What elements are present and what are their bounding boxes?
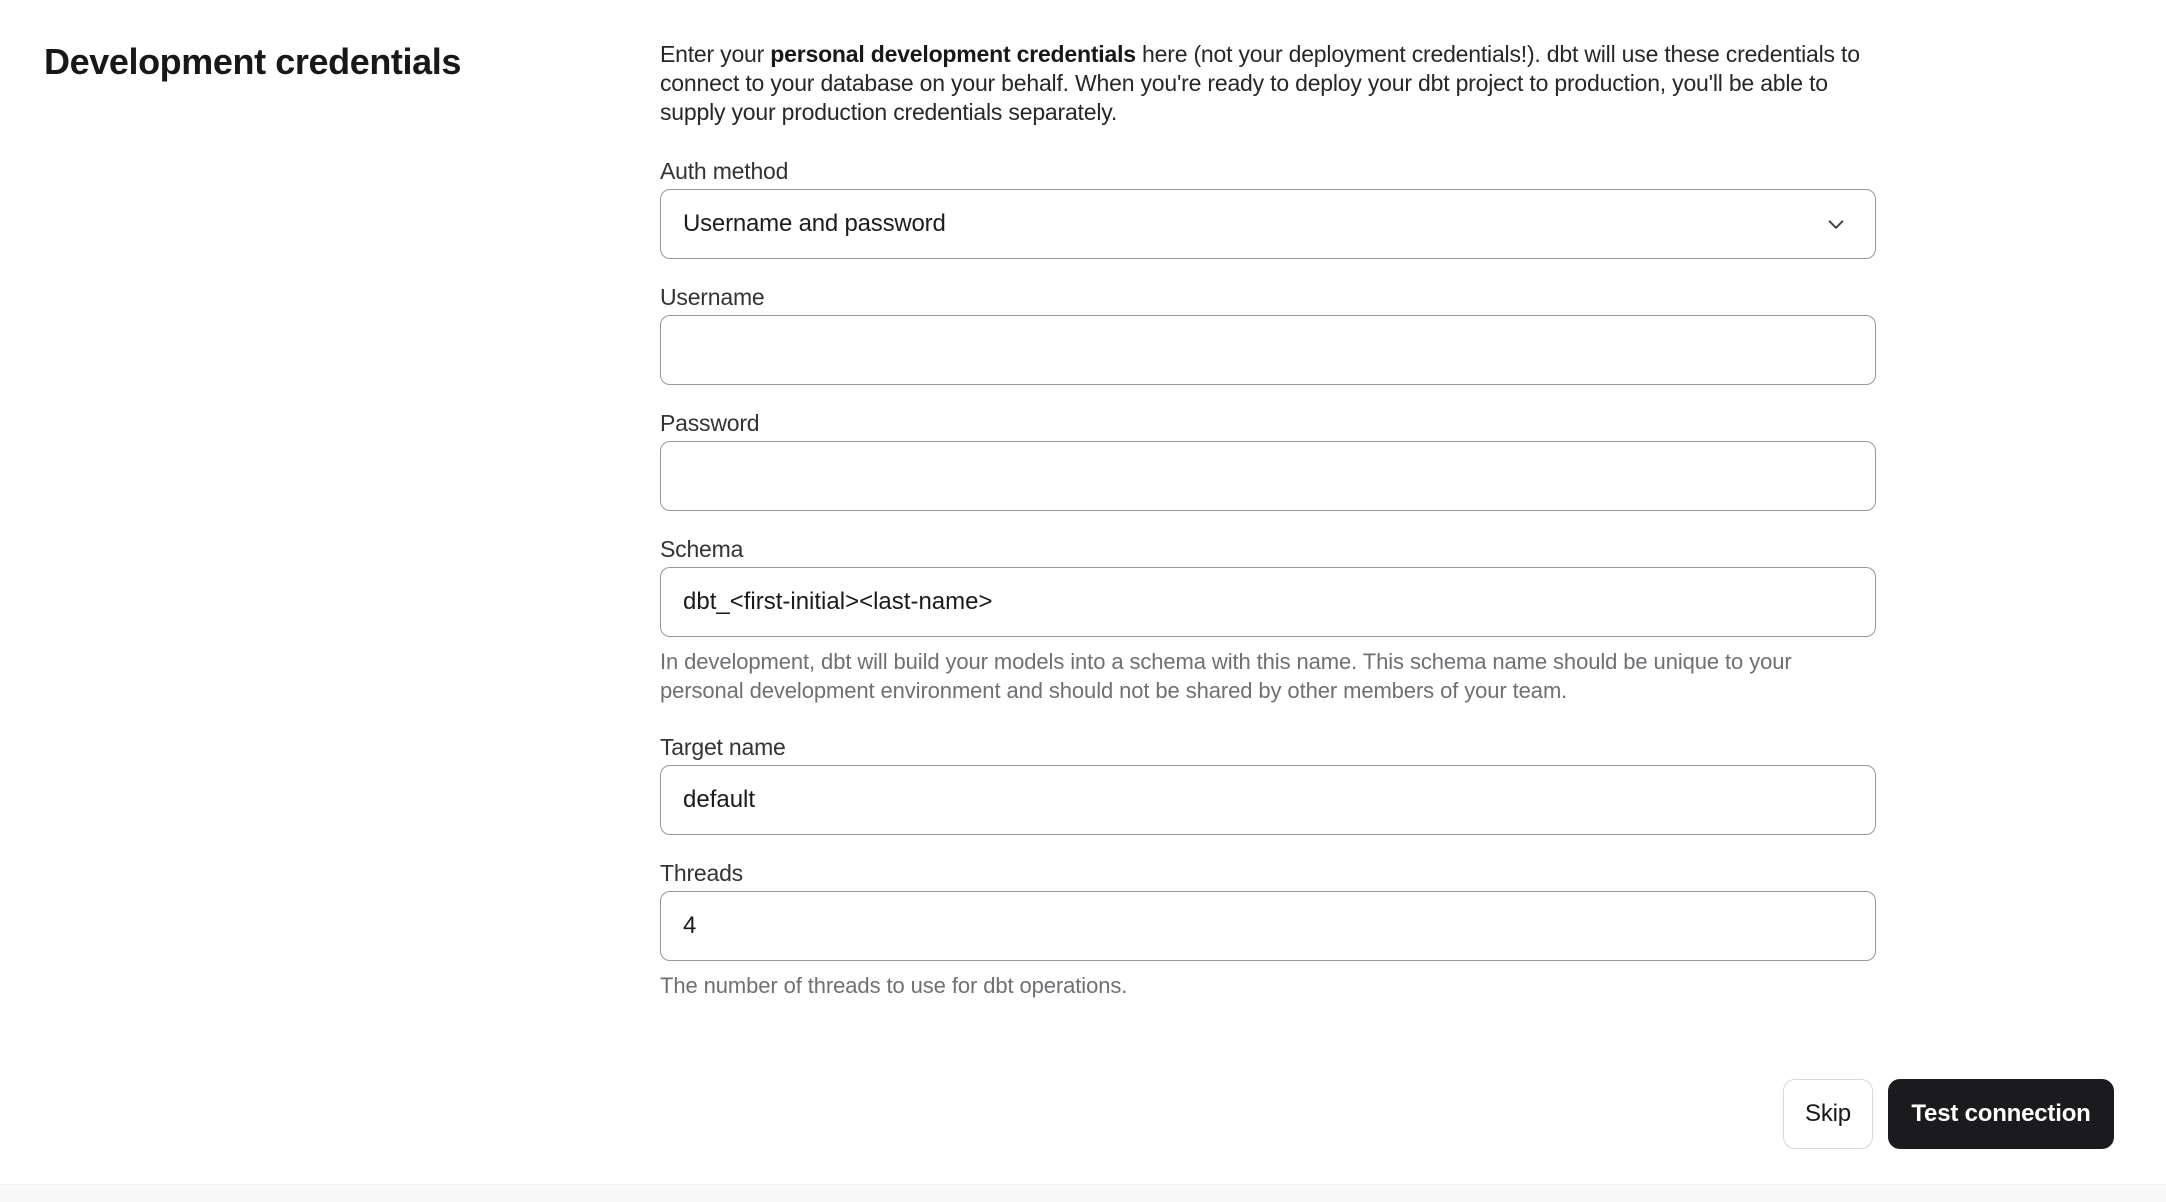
- schema-label: Schema: [660, 536, 744, 562]
- target-name-label: Target name: [660, 734, 786, 760]
- target-name-input[interactable]: [660, 765, 1876, 835]
- auth-method-label: Auth method: [660, 158, 789, 184]
- threads-field: [660, 859, 1876, 1000]
- intro-text-bold: personal development credentials: [770, 41, 1136, 67]
- form-actions: [1783, 1079, 2114, 1149]
- title-column: [44, 40, 660, 1028]
- schema-field: [660, 535, 1876, 705]
- username-field: [660, 283, 1876, 385]
- auth-method-select[interactable]: [660, 189, 1876, 259]
- threads-label: Threads: [660, 860, 743, 886]
- schema-input[interactable]: [660, 567, 1876, 637]
- username-input[interactable]: [660, 315, 1876, 385]
- schema-helper-text: In development, dbt will build your models into a schema with this name. This schema name should be unique to your personal development environment and should not be shared by other members of your team.: [660, 649, 1792, 703]
- threads-helper-text: The number of threads to use for dbt operations.: [660, 973, 1128, 998]
- auth-method-field: [660, 157, 1876, 259]
- auth-method-selected-value: Username and password: [683, 210, 946, 237]
- credentials-form: [660, 40, 1876, 1028]
- intro-text-end: here (not your deployment credentials!). dbt will use these credentials to connect to your database on your behalf. When you're ready to deploy your dbt project to production, you'll be able to supply your production credentials separately.: [660, 41, 1860, 125]
- page-title: Development credentials: [44, 41, 461, 82]
- chevron-down-icon: [1823, 211, 1849, 237]
- skip-button[interactable]: Skip: [1783, 1079, 1873, 1149]
- threads-input[interactable]: [660, 891, 1876, 961]
- password-field: [660, 409, 1876, 511]
- page-bottom-edge: [0, 1184, 2166, 1202]
- password-label: Password: [660, 410, 760, 436]
- target-name-field: [660, 733, 1876, 835]
- test-connection-button[interactable]: Test connection: [1888, 1079, 2114, 1149]
- password-input[interactable]: [660, 441, 1876, 511]
- intro-text: [660, 40, 1876, 127]
- intro-text-start: Enter your: [660, 41, 771, 67]
- username-label: Username: [660, 284, 765, 310]
